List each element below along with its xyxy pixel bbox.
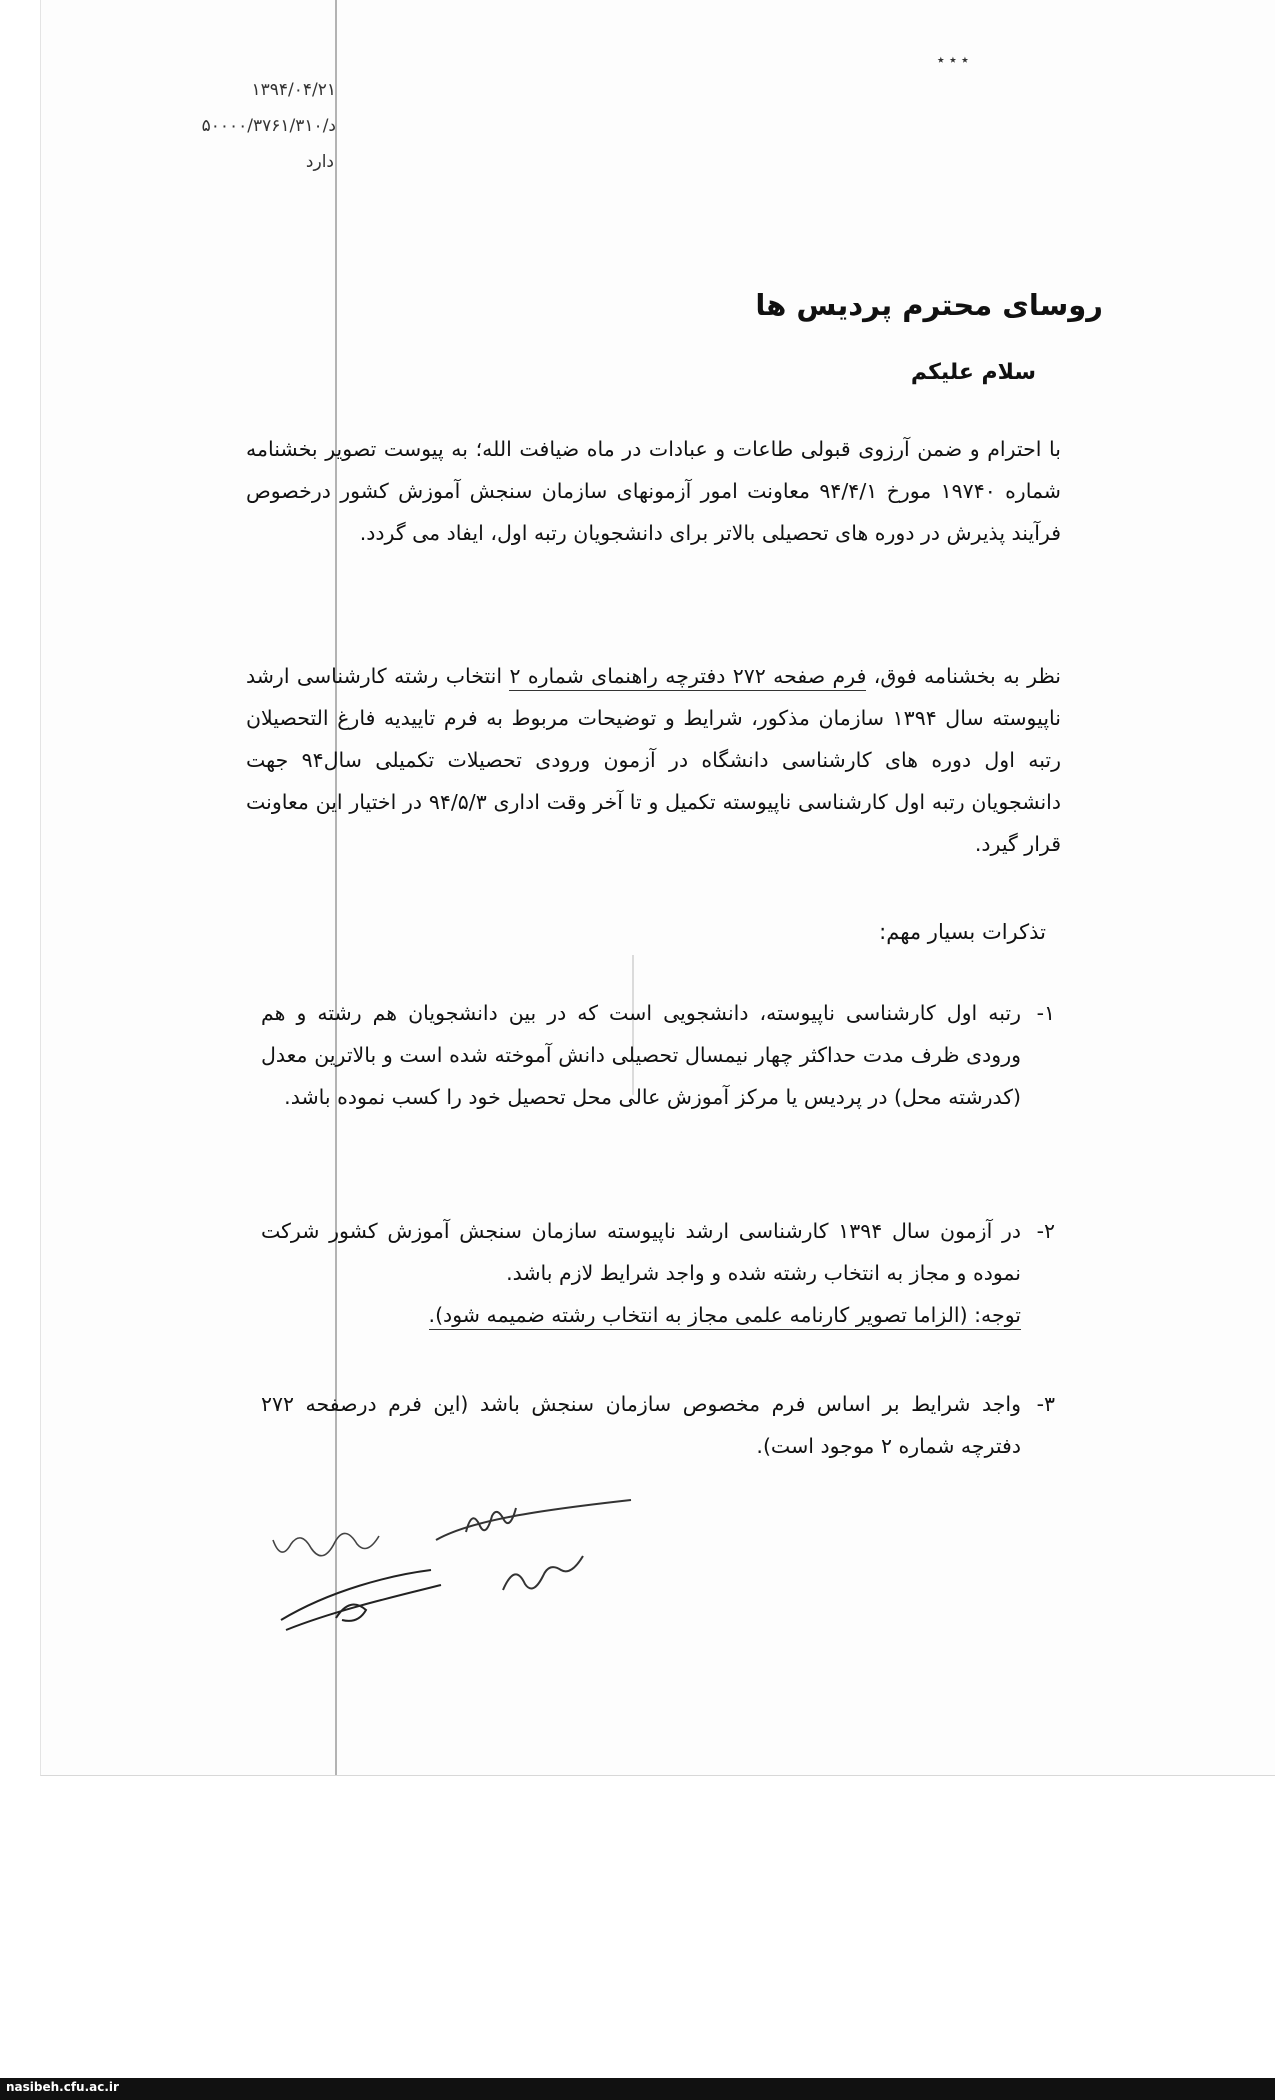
greeting: سلام علیکم (910, 360, 1036, 385)
note-item-number: ۲- (1036, 1219, 1055, 1243)
recipient-heading: روسای محترم پردیس ها (755, 288, 1103, 322)
footer-url: nasibeh.cfu.ac.ir (6, 2080, 119, 2094)
letter-attachment: دارد (305, 152, 334, 172)
note-item (261, 1383, 1055, 1467)
footer-strip (0, 2078, 1275, 2100)
letter-page (40, 0, 1275, 1776)
note-item (261, 992, 1055, 1118)
handwritten-signature-icon (241, 1470, 661, 1650)
note-item-text: رتبه اول کارشناسی ناپیوسته، دانشجویی است که در بین دانشجویان هم رشته و هم ورودی ظرف مدت حداکثر چهار نیمسال تحصیلی دانش آموخته شده است و بالاترین معدل (کدرشته محل) در پردیس یا مرکز آموزش عالی محل تحصیل خود را کسب نموده باشد. (261, 1001, 1021, 1109)
paragraph-2 (246, 655, 1061, 900)
paragraph-1: با احترام و ضمن آرزوی قبولی طاعات و عبادات در ماه ضیافت الله؛ به پیوست تصویر بخشنامه شماره ۱۹۷۴۰ مورخ ۹۴/۴/۱ معاونت امور آزمونهای سازمان سنجش آموزش کشور درخصوص فرآیند پذیرش در دوره های تحصیلی بالاتر برای دانشجویان رتبه اول، ایفاد می گردد. (246, 437, 1061, 545)
notes-title: تذکرات بسیار مهم: (879, 920, 1046, 944)
paragraph-2-end: انتخاب رشته کارشناسی ارشد ناپیوسته سال ۱۳۹۴ سازمان مذکور، شرایط و توضیحات مربوط به فرم تاییدیه فارغ التحصیلان رتبه اول دوره های کارشناسی دانشگاه در آزمون ورودی تحصیلات تکمیلی سال۹۴ جهت دانشجویان رتبه اول کارشناسی ناپیوسته تکمیل و تا آخر وقت اداری ۹۴/۵/۳ در اختیار این معاونت قرار گیرد. (246, 664, 1062, 856)
letter-date: ۱۳۹۴/۰۴/۲۱ (251, 80, 336, 100)
note-item-text: در آزمون سال ۱۳۹۴ کارشناسی ارشد ناپیوسته سازمان سنجش آموزش کشور شرکت نموده و مجاز به انتخاب رشته شده و واجد شرایط لازم باشد. (261, 1219, 1022, 1285)
paragraph-2-start: نظر به بخشنامه فوق، (873, 664, 1061, 688)
letter-number: د/۵۰۰۰۰/۳۷۶۱/۳۱۰ (201, 116, 336, 136)
corner-marks: ٭ ٭ ٭ (937, 52, 969, 68)
paragraph-2-underlined: فرم صفحه ۲۷۲ دفترچه راهنمای شماره ۲ (509, 664, 866, 691)
note-item-warning: توجه: (الزاما تصویر کارنامه علمی مجاز به انتخاب رشته ضمیمه شود). (429, 1303, 1021, 1330)
note-item-number: ۱- (1036, 1001, 1055, 1025)
note-item-text: واجد شرایط بر اساس فرم مخصوص سازمان سنجش باشد (این فرم درصفحه ۲۷۲ دفترچه شماره ۲ موجود است). (261, 1392, 1021, 1458)
note-item (261, 1210, 1055, 1336)
note-item-number: ۳- (1036, 1392, 1055, 1416)
